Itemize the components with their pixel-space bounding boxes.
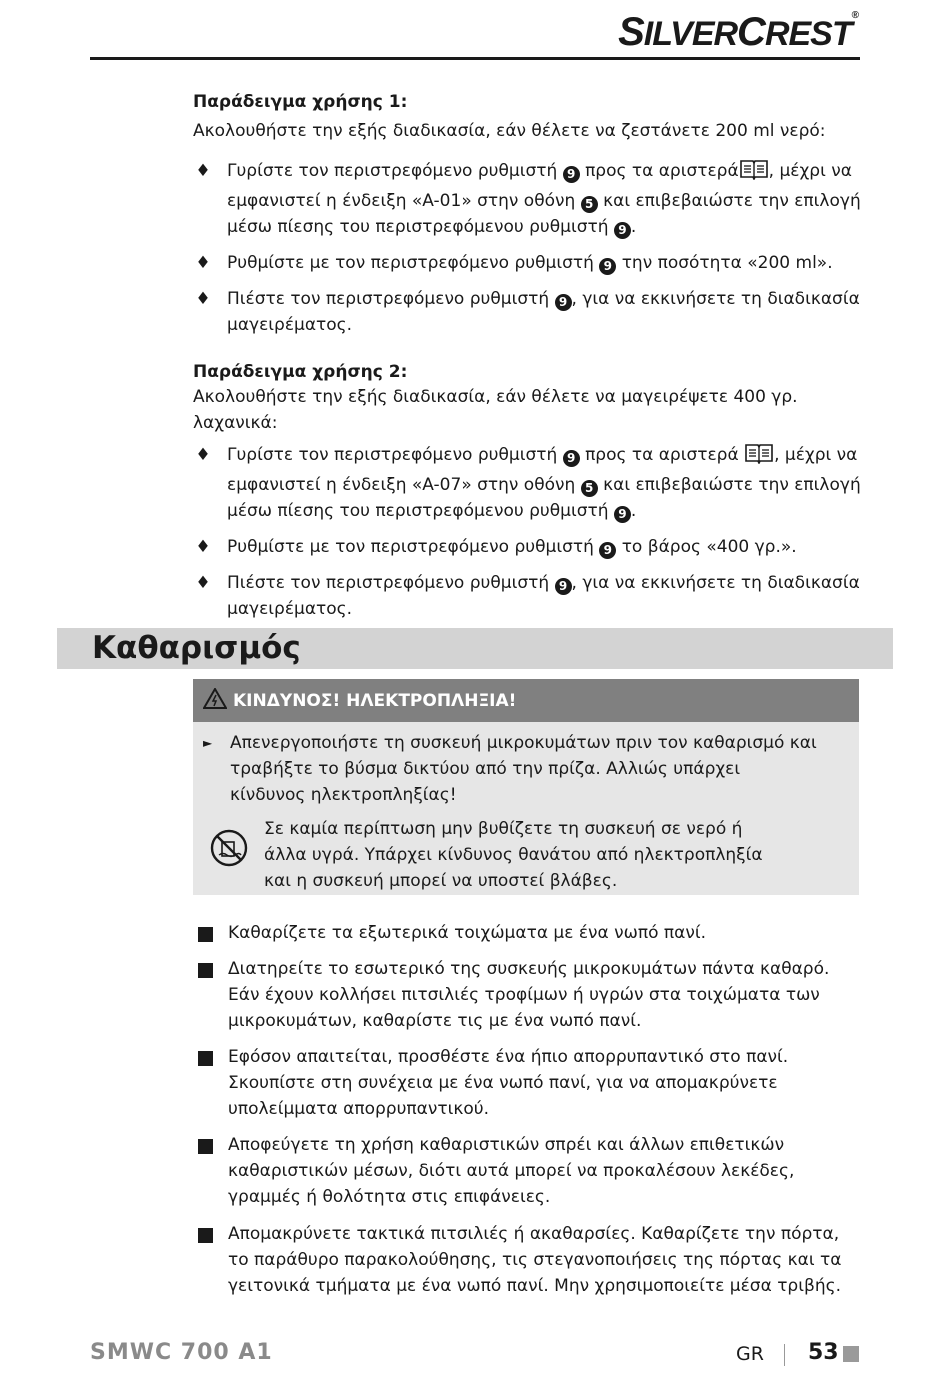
diamond-icon: ♦ <box>195 537 211 557</box>
warning-header <box>193 679 859 722</box>
no-water-immersion-icon <box>209 828 249 876</box>
diamond-icon: ♦ <box>195 573 211 593</box>
control-9-badge: 9 <box>614 506 631 523</box>
square-bullet-icon <box>198 963 213 978</box>
footer-model: SMWC 700 A1 <box>90 1340 273 1365</box>
warning-box <box>193 679 859 895</box>
list-item: Αποφεύγετε τη χρήση καθαριστικών σπρέι και άλλων επιθετικών καθαριστικών μέσων, διότι αυτά μπορεί να προκαλέσουν λεκέδες, γραμμές ή θολότητα στις επιφάνειες. <box>198 1132 858 1210</box>
diamond-icon: ♦ <box>195 289 211 309</box>
arrow-right-icon: ► <box>203 736 213 750</box>
control-9-badge: 9 <box>563 166 580 183</box>
diamond-icon: ♦ <box>195 445 211 465</box>
example-2-title: Παράδειγμα χρήσης 2: <box>193 362 408 382</box>
square-bullet-icon <box>198 1228 213 1243</box>
warning-note: Σε καμία περίπτωση μην βυθίζετε τη συσκευή σε νερό ή άλλα υγρά. Υπάρχει κίνδυνος θανάτου από ηλεκτροπληξία και η συσκευή μπορεί να υποστεί βλάβες. <box>193 816 784 894</box>
square-bullet-icon <box>198 927 213 942</box>
diamond-icon: ♦ <box>195 161 211 181</box>
warning-triangle-icon <box>203 688 227 713</box>
header-rule <box>90 57 860 60</box>
list-item: Απομακρύνετε τακτικά πιτσιλιές ή ακαθαρσίες. Καθαρίζετε την πόρτα, το παράθυρο παρακολούθησης, τις στεγανοποιήσεις της πόρτας και τα γειτονικά τμήματα με ένα νωπό πανί. Μην χρησιμοποιείτε μέσα τριβής. <box>198 1221 858 1299</box>
control-9-badge: 9 <box>555 294 572 311</box>
diamond-icon: ♦ <box>195 253 211 273</box>
warning-heading: ΚΙΝΔΥΝΟΣ! ΗΛΕΚΤΡΟΠΛΗΞΙΑ! <box>233 690 517 711</box>
display-5-badge: 5 <box>581 196 598 213</box>
section-title: Καθαρισμός <box>92 630 301 666</box>
list-item: Καθαρίζετε τα εξωτερικά τοιχώματα με ένα νωπό πανί. <box>198 920 858 946</box>
control-9-badge: 9 <box>599 542 616 559</box>
list-item: Διατηρείτε το εσωτερικό της συσκευής μικροκυμάτων πάντα καθαρό. Εάν έχουν κολλήσει πιτσιλιές τροφίμων ή υγρών στα τοιχώματα των μικροκυμάτων, καθαρίστε τις με ένα νωπό πανί. <box>198 956 858 1034</box>
list-item: ♦ Ρυθμίστε με τον περιστρεφόμενο ρυθμιστή 9 την ποσότητα «200 ml». <box>193 250 863 276</box>
page-marker-icon <box>843 1346 859 1362</box>
list-item: Εφόσον απαιτείται, προσθέστε ένα ήπιο απορρυπαντικό στο πανί. Σκουπίστε στη συνέχεια με ένα νωπό πανί, για να απομακρύνετε υπολείμματα απορρυπαντικού. <box>198 1044 858 1122</box>
control-9-badge: 9 <box>614 222 631 239</box>
example-2-intro: Ακολουθήστε την εξής διαδικασία, εάν θέλετε να μαγειρέψετε 400 γρ. λαχανικά: <box>193 387 798 433</box>
page-number: 53 <box>808 1340 839 1365</box>
list-item: ♦ Πιέστε τον περιστρεφόμενο ρυθμιστή 9 , για να εκκινήσετε τη διαδικασία μαγειρέματος. <box>193 570 863 622</box>
list-item: ♦ Ρυθμίστε με τον περιστρεφόμενο ρυθμιστή 9 το βάρος «400 γρ.». <box>193 534 863 560</box>
list-item: ♦ Πιέστε τον περιστρεφόμενο ρυθμιστή 9 , για να εκκινήσετε τη διαδικασία μαγειρέματος. <box>193 286 863 338</box>
warning-item: ► Απενεργοποιήστε τη συσκευή μικροκυμάτων πριν τον καθαρισμό και τραβήξτε το βύσμα δικτύου από την πρίζα. Αλλιώς υπάρχει κίνδυνος ηλεκτροπληξίας! <box>193 730 820 808</box>
footer-separator <box>784 1344 785 1366</box>
display-5-badge: 5 <box>581 480 598 497</box>
list-item: ♦ Γυρίστε τον περιστρεφόμενο ρυθμιστή 9 προς τα αριστερά , μέχρι να εμφανιστεί η ένδειξη «A-01» στην οθόνη 5 και επιβεβαιώστε την επιλογή μέσω πίεσης του περιστρεφόμενου ρυθμιστή 9 . <box>193 158 863 240</box>
example-1-title: Παράδειγμα χρήσης 1: <box>193 92 408 112</box>
example-1 <box>193 92 863 338</box>
control-9-badge: 9 <box>563 450 580 467</box>
square-bullet-icon <box>198 1051 213 1066</box>
example-2 <box>193 362 863 622</box>
footer-language: GR <box>736 1343 764 1365</box>
recipe-book-icon <box>744 442 774 472</box>
silvercrest-logo: SILVERCREST® <box>618 10 858 54</box>
recipe-book-icon <box>739 158 769 188</box>
square-bullet-icon <box>198 1139 213 1154</box>
example-1-intro: Ακολουθήστε την εξής διαδικασία, εάν θέλετε να ζεστάνετε 200 ml νερό: <box>193 121 826 141</box>
list-item: ♦ Γυρίστε τον περιστρεφόμενο ρυθμιστή 9 προς τα αριστερά , μέχρι να εμφανιστεί η ένδειξη «A-07» στην οθόνη 5 και επιβεβαιώστε την επιλογή μέσω πίεσης του περιστρεφόμενου ρυθμιστή 9 . <box>193 442 863 524</box>
control-9-badge: 9 <box>599 258 616 275</box>
control-9-badge: 9 <box>555 578 572 595</box>
